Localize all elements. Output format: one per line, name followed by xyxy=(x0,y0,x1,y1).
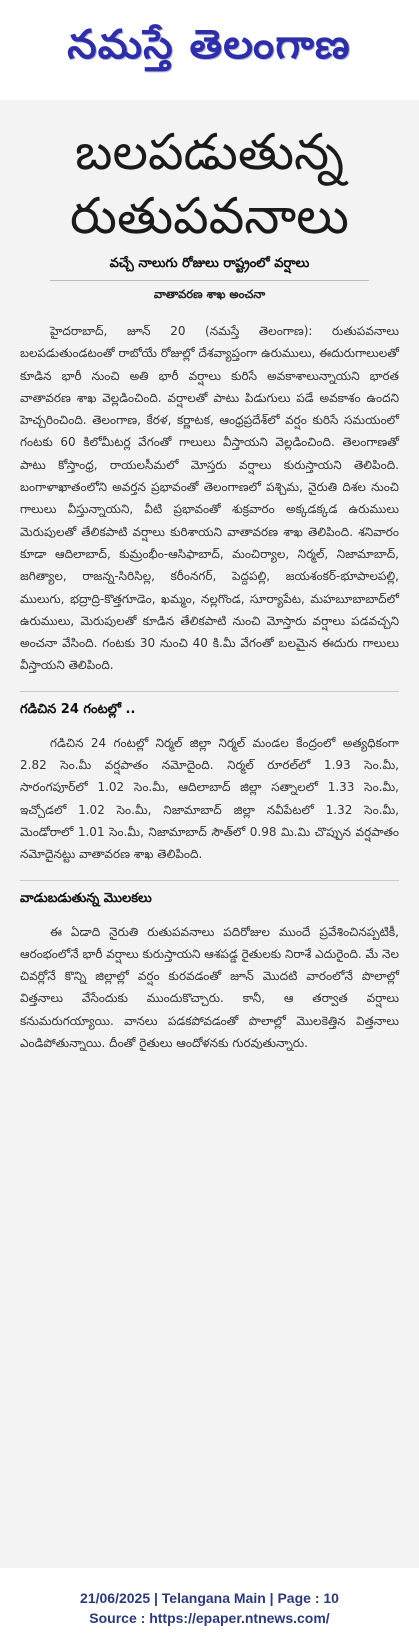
newspaper-logo: నమస్తే తెలంగాణ xyxy=(67,22,352,68)
headline-line-2: రుతుపవనాలు xyxy=(70,187,349,245)
section-divider xyxy=(20,691,399,692)
article-paragraph-3: ఈ ఏడాది నైరుతి రుతుపవనాలు పదిరోజుల ముందే ప్రవేశించినప్పటికీ, ఆరంభంలోనే భారీ వర్షాలు కురుస్తాయని ఆశపడ్డ రైతులకు నిరాశే ఎదురైంది. మే నెల చివర్లోనే కొన్ని జిల్లాల్లో వర్షం కురవడంతో జూన్ మొదటి వారంలోనే పొలాల్లో విత్తనాలు వేసేందుకు ముందుకొచ్చారు. కానీ, ఆ తర్వాత వర్షాలు కనుమరుగయ్యాయి. వానలు పడకపోవడంతో పొలాల్లో మొలకెత్తిన విత్తనాలు ఎండిపోతున్నాయి. దీంతో రైతులు ఆందోళనకు గురవుతున్నారు. xyxy=(20,924,399,1051)
headline-line-1: బలపడుతున్న xyxy=(75,123,344,181)
section-heading-last-24-hours: గడిచిన 24 గంటల్లో .. xyxy=(20,701,136,717)
kicker: వాతావరణ శాఖ అంచనా xyxy=(153,287,266,301)
article-paragraph-1: హైదరాబాద్, జూన్ 20 (నమస్తే తెలంగాణ): రుతుపవనాలు బలపడుతుండటంతో రాబోయే రోజుల్లో దేశవ్యాప్తంగా ఉరుములు, ఈదురుగాలులతో కూడిన భారీ నుంచి అతి భారీ వర్షాలు కురిసే అవకాశాలున్నాయని భారత వాతావరణ శాఖ వెల్లడించింది. వర్షాలతో పాటు పిడుగులు పడే అవకాశం ఉందని హెచ్చరించింది. తెలంగాణ, కేరళ, కర్ణాటక, ఆంధ్రప్రదేశ్‌లో వర్షం కురిసే సమయంలో గంటకు 60 కిలోమీటర్ల వేగంతో గాలులు వీస్తాయని వెల్లడించింది. తెలంగాణతో పాటు కోస్తాంధ్ర, రాయలసీమలో మోస్తరు వర్షాలు కురుస్తాయని తెలిపింది. బంగాళాఖాతంలోని అవర్తన ప్రభావంతో తెలంగాణలో పశ్చిమ, నైరుతి దిశల నుంచి గాలులు వీస్తున్నాయని, వీటి ప్రభావంతో శుక్రవారం అక్కడక్కడ ఉరుములు మెరుపులతో తేలికపాటి వర్షాలు కురిశాయని వాతావరణ శాఖ తెలిపింది. శనివారం కూడా ఆదిలాబాద్, కుమ్రంభీం-ఆసిఫాబాద్, మంచిర్యాల, నిర్మల్, నిజామాబాద్, జగిత్యాల, రాజన్న-సిరిసిల్ల, కరీంనగర్, పెద్దపల్లి, జయశంకర్-భూపాలపల్లి, ములుగు, భద్రాద్రి-కొత్తగూడెం, ఖమ్మం, నల్లగొండ, సూర్యాపేట, మహబూబాబాద్‌లో ఉరుములు, మెరుపులతో కూడిన తేలికపాటి నుంచి మోస్తారు వర్షాలు పడవచ్చని అంచనా వేసింది. గంటకు 30 నుంచి 40 కి.మీ వేగంతో బలమైన ఈదురు గాలులు వీస్తాయని తెలిపింది. xyxy=(20,324,399,673)
section-divider xyxy=(20,880,399,881)
masthead xyxy=(0,0,419,100)
edition-info: 21/06/2025 | Telangana Main | Page : 10 xyxy=(80,1590,339,1606)
headline xyxy=(20,120,399,248)
subheading-rule xyxy=(50,280,369,281)
article-paragraph-2: గడిచిన 24 గంటల్లో నిర్మల్ జిల్లా నిర్మల్ మండల కేంద్రంలో అత్యధికంగా 2.82 సెం.మీ వర్షపాతం నమోదైంది. నిర్మల్ రూరల్‌లో 1.93 సెం.మీ, సారంగపూర్‌లో 1.02 సెం.మీ, ఆదిలాబాద్ జిల్లా సత్నాలలో 1.33 సెం.మీ, ఇచ్చోడలో 1.02 సెం.మీ, నిజామాబాద్ జిల్లా నవీపేటలో 1.32 సెం.మీ, మెండోరాలో 1.01 సెం.మీ, నిజామాబాద్ సౌత్‌లో 0.98 మి.మి చొప్పున వర్షపాతం నమోదైనట్టు వాతావరణ శాఖ తెలిపింది. xyxy=(20,735,399,862)
footer xyxy=(0,1568,419,1651)
section-heading-wilting-sprouts: వాడుబడుతున్న మొలకలు xyxy=(20,890,152,906)
source-link[interactable]: Source : https://epaper.ntnews.com/ xyxy=(89,1610,330,1626)
article-clipping xyxy=(0,100,419,1568)
subheading: వచ్చే నాలుగు రోజులు రాష్ట్రంలో వర్షాలు xyxy=(109,256,310,271)
